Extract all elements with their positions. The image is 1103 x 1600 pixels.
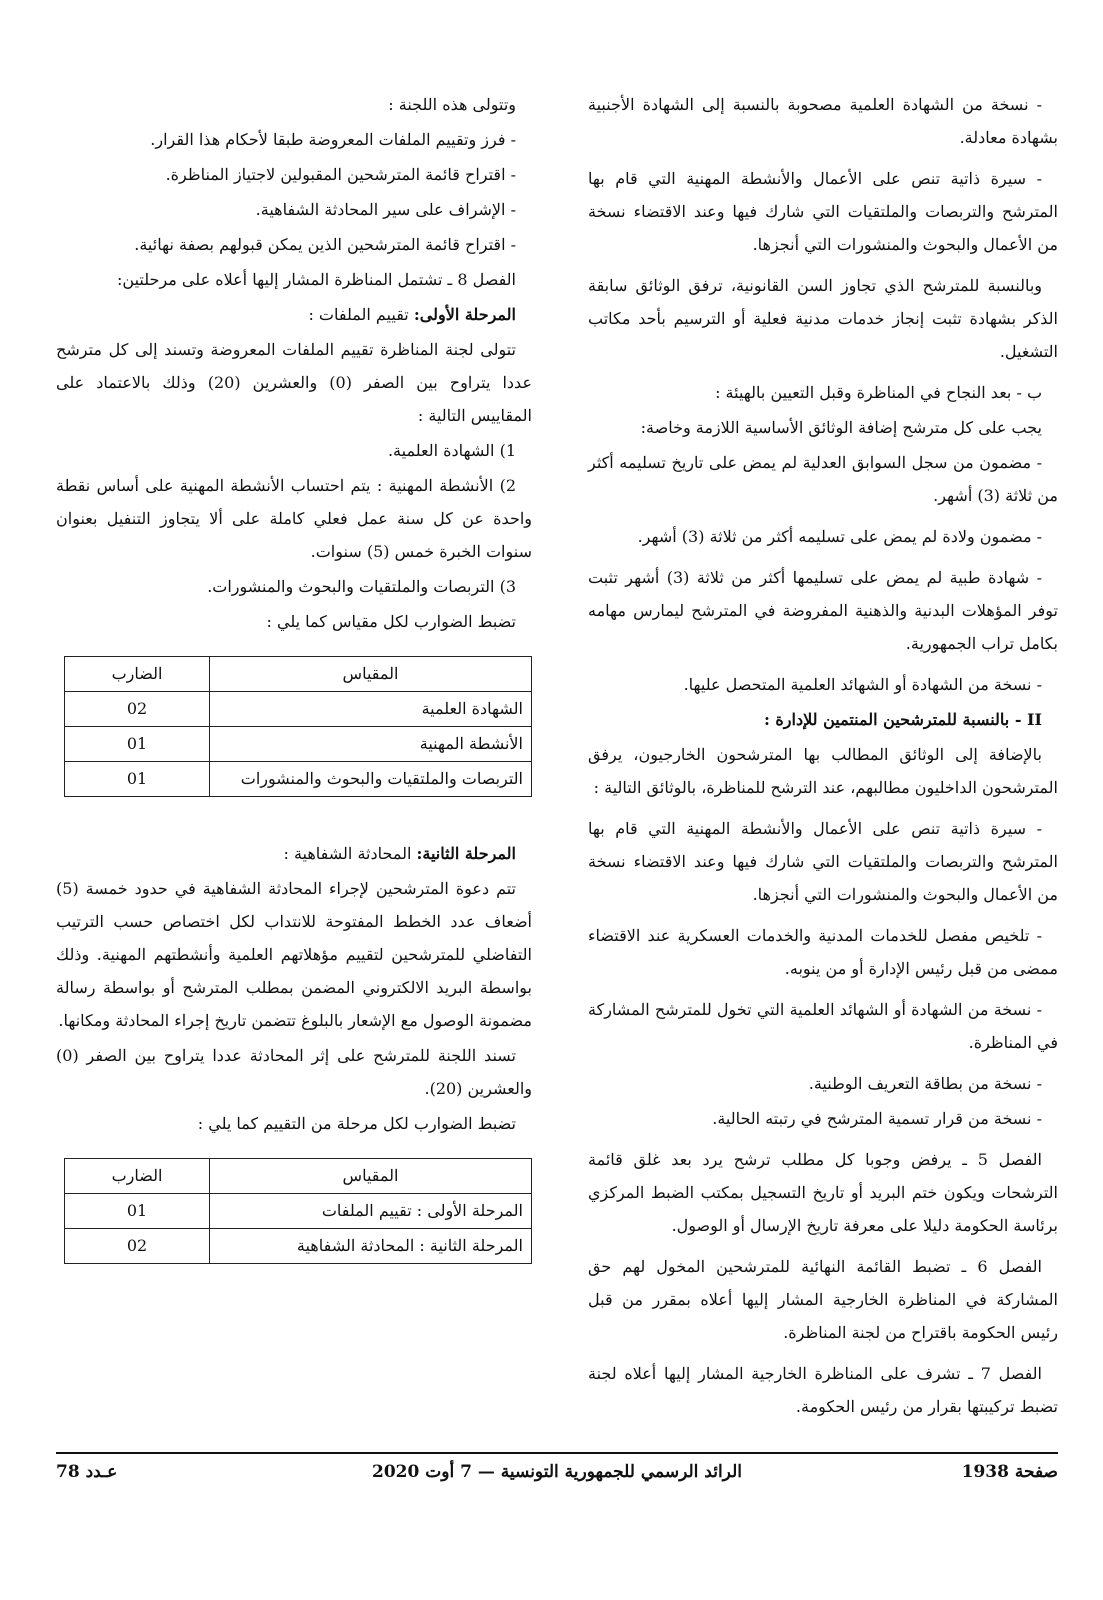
- left-column: [56, 88, 532, 1264]
- paragraph: تضبط الضوارب لكل مرحلة من التقييم كما يلي :: [197, 1114, 516, 1133]
- table-cell-coefficient: 01: [65, 727, 210, 762]
- table-cell-coefficient: 01: [65, 762, 210, 797]
- table-cell-criterion: المرحلة الأولى : تقييم الملفات: [210, 1194, 532, 1229]
- paragraph: تسند اللجنة للمترشح على إثر المحادثة عددا يتراوح بين الصفر (0) والعشرين (20).: [56, 1046, 532, 1098]
- list-item: - فرز وتقييم الملفات المعروضة طبقا لأحكام هذا القرار.: [150, 130, 516, 149]
- list-item: - الإشراف على سير المحادثة الشفاهية.: [255, 200, 516, 219]
- paragraph: - نسخة من الشهادة العلمية مصحوبة بالنسبة إلى الشهادة الأجنبية بشهادة معادلة.: [588, 95, 1058, 147]
- paragraph: يجب على كل مترشح إضافة الوثائق الأساسية اللازمة وخاصة:: [640, 418, 1042, 437]
- table-header-coefficient: الضارب: [65, 1159, 210, 1194]
- paragraph: - سيرة ذاتية تنص على الأعمال والأنشطة المهنية التي قام بها المترشح والتربصات والملتقيات التي شارك فيها وعند الاقتضاء نسخة من الأعمال والبحوث والمنشورات التي أنجزها.: [588, 819, 1058, 904]
- right-column: [588, 88, 1058, 1431]
- paragraph: - سيرة ذاتية تنص على الأعمال والأنشطة المهنية التي قام بها المترشح والتربصات والملتقيات التي شارك فيها وعند الاقتضاء نسخة من الأعمال والبحوث والمنشورات التي أنجزها.: [588, 169, 1058, 254]
- table-cell-criterion: المرحلة الثانية : المحادثة الشفاهية: [210, 1229, 532, 1264]
- phase-2-heading: [56, 837, 532, 870]
- article-8: الفصل 8 ـ تشتمل المناظرة المشار إليها أعلاه على مرحلتين:: [117, 270, 516, 289]
- journal-title: الرائد الرسمي للجمهورية التونسية — 7 أوت 2020: [372, 1462, 742, 1482]
- phase-1-heading: [56, 298, 532, 331]
- paragraph: - نسخة من الشهادة أو الشهائد العلمية التي تخول للمترشح المشاركة في المناظرة.: [588, 1000, 1058, 1052]
- list-item: 1) الشهادة العلمية.: [387, 441, 516, 460]
- phase-1-subtitle: تقييم الملفات :: [308, 305, 414, 324]
- issue-number: عـدد 78: [56, 1462, 118, 1482]
- table-cell-criterion: الأنشطة المهنية: [210, 727, 532, 762]
- table-row: [65, 1229, 532, 1264]
- paragraph: وبالنسبة للمترشح الذي تجاوز السن القانونية، ترفق الوثائق سابقة الذكر بشهادة تثبت إنجاز خدمات مدنية فعلية أو الترسيم بأحد مكاتب التشغيل.: [588, 276, 1058, 361]
- table-row: [65, 727, 532, 762]
- section-heading: II - بالنسبة للمترشحين المنتمين للإدارة :: [763, 710, 1042, 729]
- article-6: الفصل 6 ـ تضبط القائمة النهائية للمترشحين المخول لهم حق المشاركة في المناظرة الخارجية المشار إليها أعلاه بمقرر من قبل رئيس الحكومة باقتراح من لجنة المناظرة.: [588, 1257, 1058, 1342]
- paragraph: - تلخيص مفصل للخدمات المدنية والخدمات العسكرية عند الاقتضاء ممضى من قبل رئيس الإدارة أو من ينوبه.: [588, 926, 1058, 978]
- paragraph: ب - بعد النجاح في المناظرة وقبل التعيين بالهيئة :: [715, 383, 1042, 402]
- paragraph: - نسخة من الشهادة أو الشهائد العلمية المتحصل عليها.: [683, 675, 1042, 694]
- footer-divider: [56, 1452, 1058, 1454]
- paragraph: - نسخة من قرار تسمية المترشح في رتبته الحالية.: [712, 1109, 1042, 1128]
- table-cell-criterion: الشهادة العلمية: [210, 692, 532, 727]
- paragraph: - نسخة من بطاقة التعريف الوطنية.: [808, 1074, 1042, 1093]
- criteria-table: [64, 656, 532, 797]
- phase-2-title: المرحلة الثانية:: [416, 844, 516, 863]
- paragraph: - مضمون ولادة لم يمض على تسليمه أكثر من ثلاثة (3) أشهر.: [637, 527, 1042, 546]
- list-item: - اقتراح قائمة المترشحين المقبولين لاجتياز المناظرة.: [165, 165, 516, 184]
- table-header-row: [65, 657, 532, 692]
- paragraph: تتولى لجنة المناظرة تقييم الملفات المعروضة وتسند إلى كل مترشح عددا يتراوح بين الصفر (0) والعشرين (20) وذلك بالاعتماد على المقاييس التالية :: [56, 340, 533, 425]
- list-item: 3) التربصات والملتقيات والبحوث والمنشورات.: [207, 577, 516, 596]
- paragraph: وتتولى هذه اللجنة :: [388, 95, 516, 114]
- table-row: [65, 692, 532, 727]
- table-cell-coefficient: 02: [65, 1229, 210, 1264]
- phases-table: [64, 1158, 532, 1264]
- article-7: الفصل 7 ـ تشرف على المناظرة الخارجية المشار إليها أعلاه لجنة تضبط تركيبتها بقرار من رئيس الحكومة.: [588, 1364, 1058, 1416]
- table-cell-criterion: التربصات والملتقيات والبحوث والمنشورات: [210, 762, 532, 797]
- paragraph: - شهادة طبية لم يمض على تسليمها أكثر من ثلاثة (3) أشهر تثبت توفر المؤهلات البدنية والذهنية المفروضة في المترشح ليمارس مهامه بكامل تراب الجمهورية.: [588, 568, 1058, 653]
- paragraph: - مضمون من سجل السوابق العدلية لم يمض على تاريخ تسليمه أكثر من ثلاثة (3) أشهر.: [588, 453, 1058, 505]
- article-5: الفصل 5 ـ يرفض وجوبا كل مطلب ترشح يرد بعد غلق قائمة الترشحات ويكون ختم البريد أو تاريخ التسجيل بمكتب الضبط المركزي برئاسة الحكومة دليلا على معرفة تاريخ الإرسال أو الوصول.: [588, 1150, 1058, 1235]
- list-item: 2) الأنشطة المهنية : يتم احتساب الأنشطة المهنية على أساس نقطة واحدة عن كل سنة عمل فعلي كاملة على ألا يتجاوز التنفيل بعنوان سنوات الخبرة خمس (5) سنوات.: [56, 476, 532, 561]
- phase-1-title: المرحلة الأولى:: [413, 305, 516, 324]
- paragraph: تضبط الضوارب لكل مقياس كما يلي :: [266, 612, 516, 631]
- list-item: - اقتراح قائمة المترشحين الذين يمكن قبولهم بصفة نهائية.: [134, 235, 516, 254]
- paragraph: تتم دعوة المترشحين لإجراء المحادثة الشفاهية في حدود خمسة (5) أضعاف عدد الخطط المفتوحة للانتداب لكل اختصاص حسب الترتيب التفاضلي للمترشحين لتقييم مؤهلاتهم العلمية وأنشطتهم المهنية. وذلك بواسطة البريد الالكتروني المضمن بمطلب المترشح أو بواسطة رسالة مضمونة الوصول مع الإشعار بالبلوغ تتضمن تاريخ إجراء المحادثة ومكانها.: [56, 879, 532, 1030]
- table-cell-coefficient: 01: [65, 1194, 210, 1229]
- table-row: [65, 1194, 532, 1229]
- phase-2-subtitle: المحادثة الشفاهية :: [283, 844, 417, 863]
- page-number: صفحة 1938: [961, 1462, 1058, 1482]
- table-row: [65, 762, 532, 797]
- paragraph: بالإضافة إلى الوثائق المطالب بها المترشحون الخارجيون، يرفق المترشحون الداخليون مطالبهم، عند الترشح للمناظرة، بالوثائق التالية :: [588, 745, 1058, 797]
- table-header-criterion: المقياس: [210, 1159, 532, 1194]
- table-header-coefficient: الضارب: [65, 657, 210, 692]
- table-cell-coefficient: 02: [65, 692, 210, 727]
- spacer: [56, 797, 532, 837]
- table-header-row: [65, 1159, 532, 1194]
- table-header-criterion: المقياس: [210, 657, 532, 692]
- page-footer: [56, 1462, 1058, 1496]
